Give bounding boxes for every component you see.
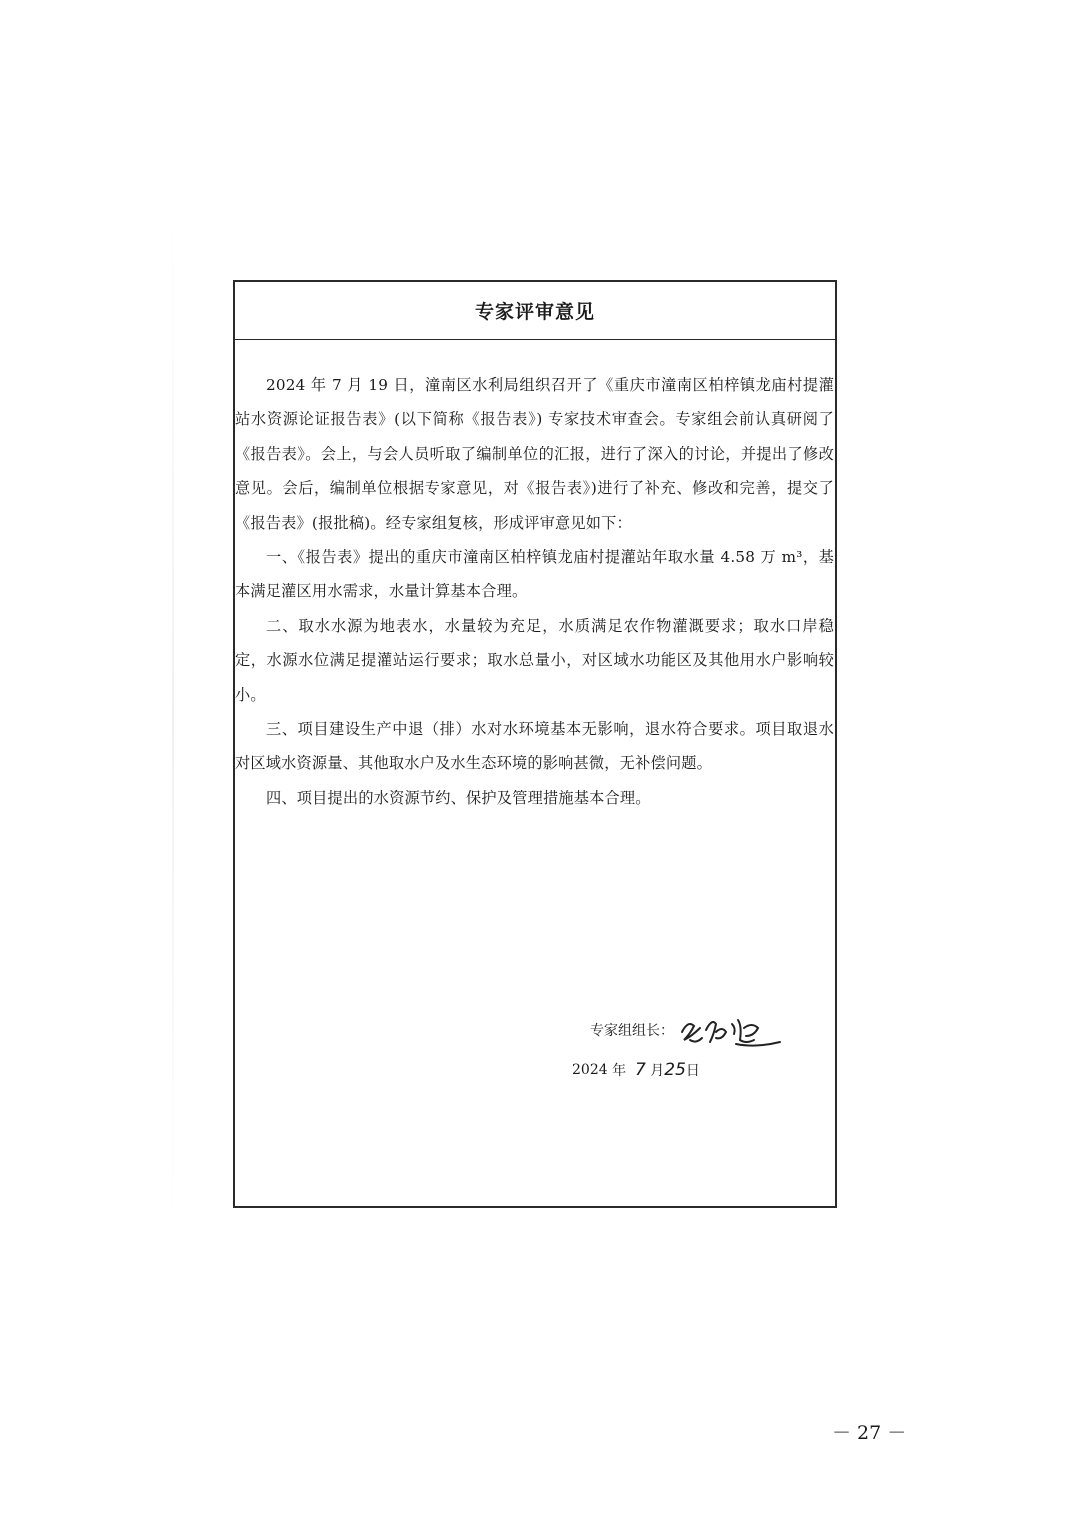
date-year-unit: 年 [612,1063,627,1079]
paragraph-intro: 2024 年 7 月 19 日，潼南区水利局组织召开了《重庆市潼南区柏梓镇龙庙村提灌站水资源论证报告表》(以下简称《报告表》) 专家技术审查会。专家组会前认真研阅了《报告表》。会上，与会人员听取了编制单位的汇报，进行了深入的讨论，并提出了修改意见。会后，编制单位根据专家意见，对《报告表》)进行了补充、修改和完善，提交了《报告表》(报批稿)。经专家组复核，形成评审意见如下： [235,376,834,532]
handwritten-signature [676,1010,786,1050]
paragraph-opinion-2: 二、取水水源为地表水，水量较为充足，水质满足农作物灌溉要求；取水口岸稳定，水源水位满足提灌站运行要求；取水总量小，对区域水功能区及其他用水户影响较小。 [235,616,834,704]
page-number: － 27 － [832,1422,907,1444]
date-day-unit: 日 [685,1063,700,1079]
date-month: 7 [635,1060,646,1080]
paragraph-opinion-1: 一、《报告表》提出的重庆市潼南区柏梓镇龙庙村提灌站年取水量 4.58 万 m³，基本满足灌区用水需求，水量计算基本合理。 [235,548,834,601]
paragraph-opinion-3: 三、项目建设生产中退（排）水对水环境基本无影响，退水符合要求。项目取退水对区域水资源量、其他取水户及水生态环境的影响甚微，无补偿问题。 [235,720,834,773]
signature-line [590,1010,786,1050]
signer-label: 专家组组长： [590,1023,674,1039]
date-day: 25 [664,1060,686,1080]
form-title: 专家评审意见 [235,282,835,340]
date-year: 2024 [572,1062,608,1078]
expert-review-form [233,280,837,1208]
form-body [235,340,835,1080]
paragraph-opinion-4: 四、项目提出的水资源节约、保护及管理措施基本合理。 [266,788,651,807]
scan-edge-shadow [172,210,174,1230]
date-month-unit: 月 [650,1063,665,1079]
signature-date [572,1060,700,1080]
